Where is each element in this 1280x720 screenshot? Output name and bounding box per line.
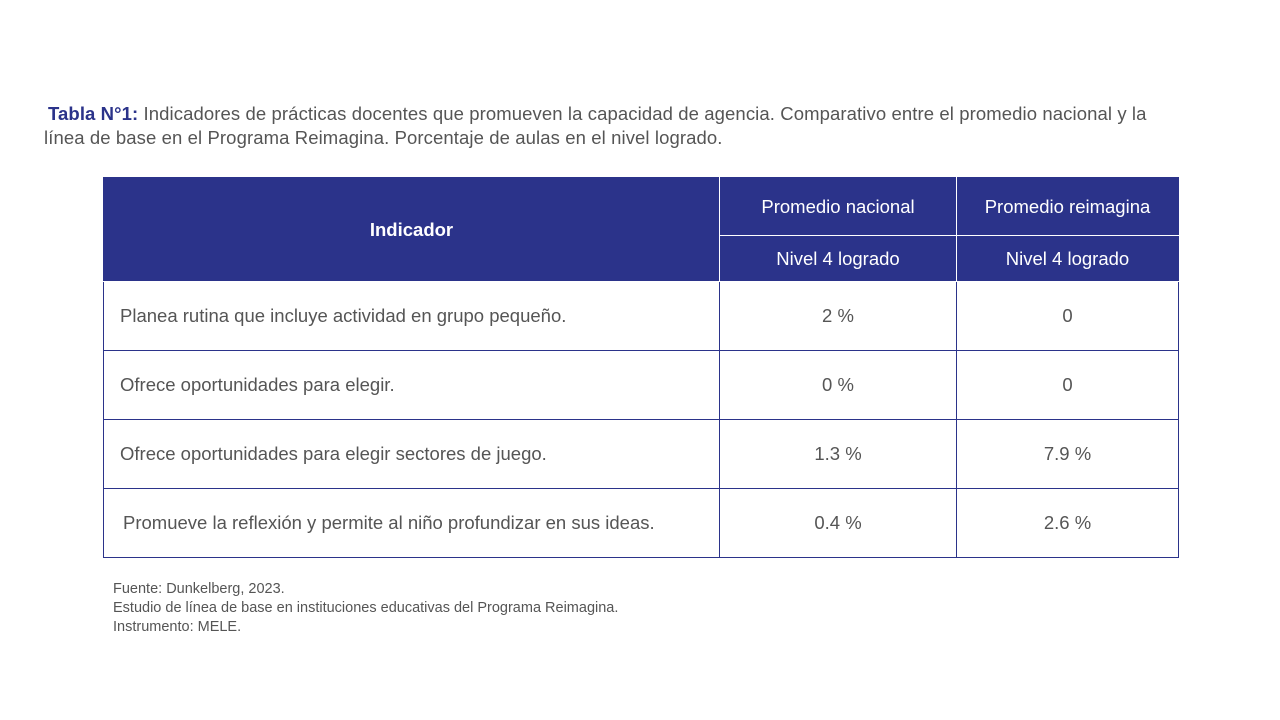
indicators-table [103, 177, 1179, 558]
nacional-cell: 0 % [720, 351, 957, 420]
caption-label: Tabla N°1: [48, 103, 139, 124]
table-row [104, 420, 1179, 489]
reimagina-cell: 2.6 % [957, 489, 1179, 558]
header-indicator: Indicador [104, 178, 720, 282]
source-line-instrumento: Instrumento: MELE. [113, 619, 242, 635]
caption-text: Indicadores de prácticas docentes que promueven la capacidad de agencia. Comparativo entre el promedio nacional y la línea de base en el Programa Reimagina. Porcentaje de aulas en el nivel logrado. [44, 103, 1147, 148]
source-line-estudio: Estudio de línea de base en instituciones educativas del Programa Reimagina. [113, 600, 619, 616]
source-line-fuente: Fuente: Dunkelberg, 2023. [113, 581, 285, 597]
reimagina-cell: 0 [957, 282, 1179, 351]
reimagina-cell: 0 [957, 351, 1179, 420]
indicator-cell: Promueve la reflexión y permite al niño profundizar en sus ideas. [104, 489, 720, 558]
nacional-cell: 2 % [720, 282, 957, 351]
header-promedio-reimagina: Promedio reimagina [957, 178, 1179, 236]
subheader-nacional-nivel: Nivel 4 logrado [720, 236, 957, 282]
reimagina-cell: 7.9 % [957, 420, 1179, 489]
nacional-cell: 0.4 % [720, 489, 957, 558]
header-promedio-nacional: Promedio nacional [720, 178, 957, 236]
indicator-cell: Ofrece oportunidades para elegir. [104, 351, 720, 420]
indicator-cell: Planea rutina que incluye actividad en grupo pequeño. [104, 282, 720, 351]
source-notes [113, 580, 618, 637]
table-row [104, 282, 1179, 351]
table-header-row [104, 178, 1179, 236]
table-row [104, 489, 1179, 558]
nacional-cell: 1.3 % [720, 420, 957, 489]
subheader-reimagina-nivel: Nivel 4 logrado [957, 236, 1179, 282]
indicator-cell: Ofrece oportunidades para elegir sectores de juego. [104, 420, 720, 489]
table-row [104, 351, 1179, 420]
table-caption [44, 102, 1164, 150]
